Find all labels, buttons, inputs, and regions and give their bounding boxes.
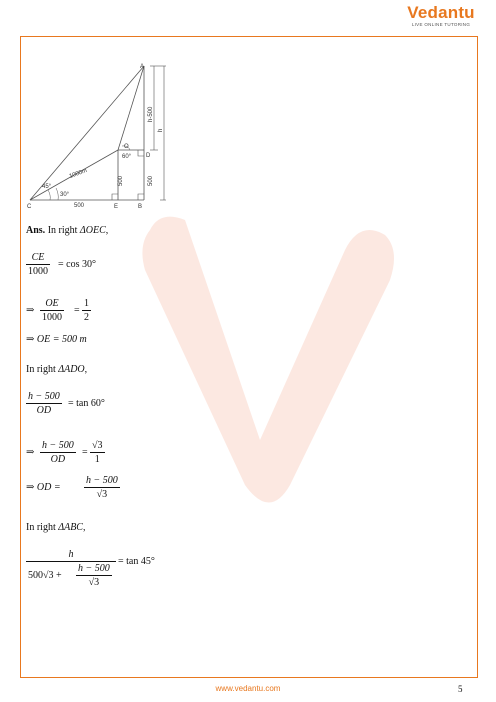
eq2-rnum: 1 <box>84 298 89 309</box>
page-number: 5 <box>458 684 463 694</box>
in-right-abc-line <box>26 522 85 533</box>
eq4-num: h − 500 <box>28 391 60 402</box>
answer-line <box>26 225 108 236</box>
footer-url-link[interactable]: www.vedantu.com <box>215 684 281 693</box>
eq3: ⇒ OE = 500 m <box>26 334 87 345</box>
eq7-den-fraction <box>76 562 112 589</box>
angle-30-label: 30° <box>60 192 70 198</box>
eq5-equals: = <box>82 447 88 458</box>
eq4-fraction <box>26 390 62 417</box>
angle-60-label: 60° <box>122 154 132 160</box>
eq7-fraction <box>26 548 116 590</box>
eq6-lhs: ⇒ OD = <box>26 482 61 493</box>
eq5-rhs-fraction <box>90 439 105 466</box>
eq4-den: OD <box>36 405 52 416</box>
eq5-den: OD <box>50 454 66 465</box>
in-right-text: In right <box>47 225 78 236</box>
eq2-equals: = <box>74 305 80 316</box>
triangle-oec: ΔOEC <box>79 225 106 236</box>
label-a: A <box>140 64 145 70</box>
eq2-fraction <box>40 297 64 324</box>
comma-3: , <box>82 522 86 533</box>
eq2-num: OE <box>40 297 64 311</box>
in-right-text-3: In right <box>26 522 56 533</box>
eq6-den: √3 <box>96 489 108 500</box>
angle-45-label: 45° <box>42 184 52 190</box>
eq1-den: 1000 <box>28 266 48 277</box>
eq7-num: h <box>26 548 116 562</box>
oe-label: 500 <box>118 175 124 186</box>
label-d: D <box>146 153 151 159</box>
triangle-abc: ΔABC <box>58 522 83 533</box>
eq5-rnum: √3 <box>92 440 103 451</box>
eq7-rhs: = tan 45° <box>118 556 155 567</box>
eq2-arrow: ⇒ <box>26 305 35 316</box>
hyp-label: 1000m <box>68 167 88 180</box>
ce-label: 500 <box>74 203 85 209</box>
comma-2: , <box>84 364 88 375</box>
eq6-fraction <box>84 474 120 501</box>
label-e: E <box>114 204 119 210</box>
eq5-fraction <box>40 439 76 466</box>
eq2-rhs-fraction <box>82 297 91 324</box>
label-c: C <box>27 204 32 210</box>
eq5-num: h − 500 <box>42 440 74 451</box>
eq7-den-fden: √3 <box>88 577 100 588</box>
logo-tagline: LIVE ONLINE TUTORING <box>411 22 471 27</box>
eq5-rden: 1 <box>94 454 100 465</box>
eq4-rhs: = tan 60° <box>68 398 105 409</box>
eq5-arrow: ⇒ <box>26 447 35 458</box>
ans-label: Ans. <box>26 225 46 236</box>
h500-label: h-500 <box>148 106 154 122</box>
db-label: 500 <box>148 175 154 186</box>
label-o: O <box>124 144 129 150</box>
comma: , <box>105 225 109 236</box>
eq7-den-fnum: h − 500 <box>78 563 110 574</box>
eq7-den <box>26 562 116 590</box>
eq6-num: h − 500 <box>86 475 118 486</box>
logo-wordmark: Vedantu <box>407 3 475 22</box>
eq1-fraction <box>26 251 50 278</box>
eq2-den: 1000 <box>42 312 62 323</box>
eq7-den-a: 500√3 + <box>28 570 62 581</box>
in-right-ado-line <box>26 364 87 375</box>
geometry-figure <box>26 62 168 210</box>
eq1-num: CE <box>26 251 50 265</box>
triangle-ado: ΔADO <box>58 364 85 375</box>
in-right-text-2: In right <box>26 364 56 375</box>
eq1-rhs: = cos 30° <box>58 259 96 270</box>
eq2-rden: 2 <box>84 312 89 323</box>
label-b: B <box>138 204 143 210</box>
h-label: h <box>158 128 164 132</box>
vedantu-logo <box>396 4 486 34</box>
